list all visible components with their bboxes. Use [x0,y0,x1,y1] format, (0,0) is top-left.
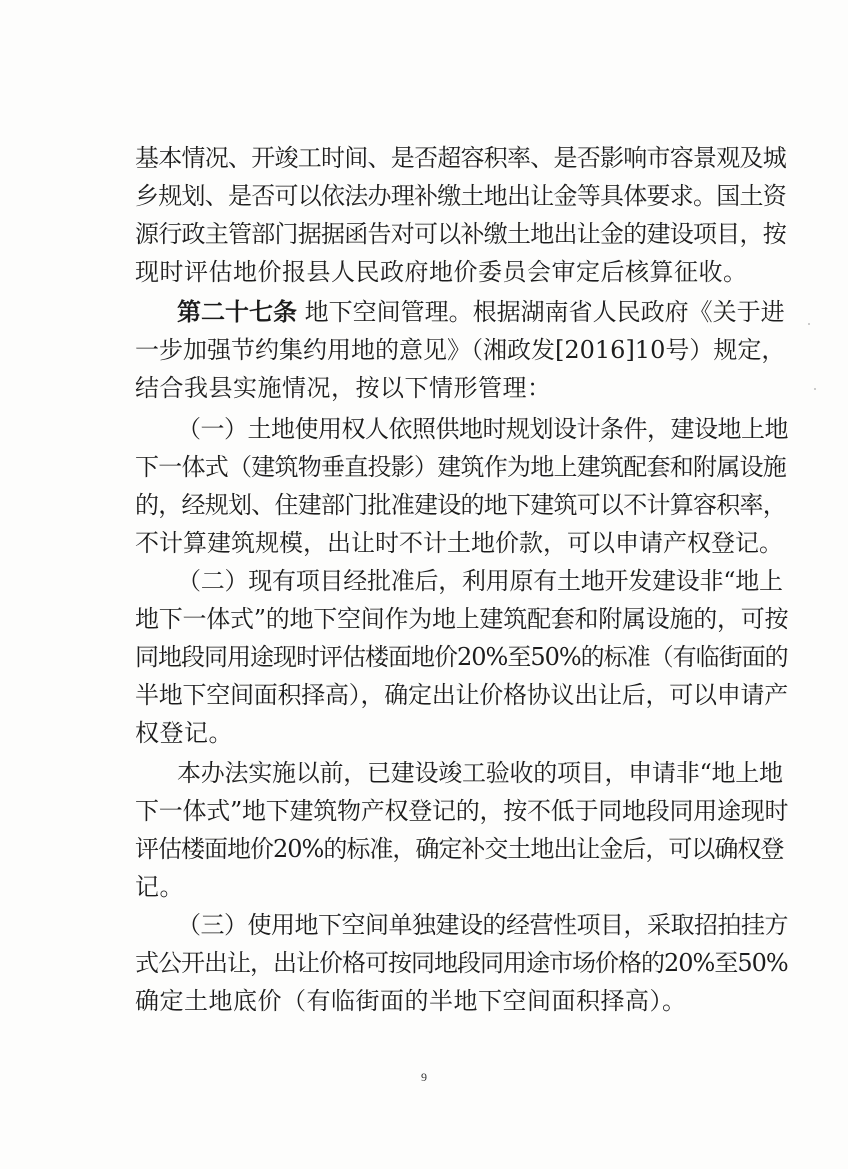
text-run: 地下一体式”的地下空间作为地上建筑配套和附属设施的，可按 [135,605,789,633]
text-run: 结合我县实施情况，按以下情形管理： [135,374,552,402]
article-number: 第二十七条 [177,297,297,326]
text-line [135,872,184,902]
article-heading-line [177,297,785,327]
text-line [135,373,552,403]
text-run: 同地段同用途现时评估楼面地价20%至50%的标准（有临街面的 [135,643,788,671]
text-line [135,452,786,482]
text-line [177,758,783,788]
text-line [135,490,786,520]
text-line [135,948,788,978]
text-run: （一）土地使用权人依照供地时规划设计条件，建设地上地 [177,415,788,443]
text-run: 乡规划、是否可以依法办理补缴土地出让金等具体要求。国土资 [135,182,786,210]
text-line [135,181,786,211]
text-run: （二）现有项目经批准后，利用原有土地开发建设非“地上 [177,567,783,595]
text-run: 下一体式”地下建筑物产权登记的，按不低于同地段同用途现时 [135,797,789,825]
text-run: 本办法实施以前，已建设竣工验收的项目，申请非“地上地 [177,759,783,787]
text-run: 一步加强节约集约用地的意见》（湘政发[2016]10号）规定， [135,336,786,364]
text-run: 现时评估地价报县人民政府地价委员会审定后核算征收。 [135,258,748,286]
text-run: 的，经规划、住建部门批准建设的地下建筑可以不计算容积率， [135,491,786,519]
text-line [135,528,783,558]
text-run: 权登记。 [135,719,233,747]
text-line [135,257,748,287]
text-run: 源行政主管部门据据函告对可以补缴土地出让金的建设项目，按 [135,220,786,248]
text-run: 地下空间管理。根据湖南省人民政府《关于进 [297,298,785,326]
text-line [135,680,788,710]
text-run: 基本情况、开竣工时间、是否超容积率、是否影响市容景观及城 [135,144,786,172]
text-line [135,219,786,249]
text-run: 确定土地底价（有临街面的半地下空间面积择高）。 [135,987,687,1015]
text-line [177,910,788,940]
text-line [135,604,788,634]
text-run: 不计算建筑规模，出让时不计土地价款，可以申请产权登记。 [135,529,783,557]
page-number: 9 [421,1070,427,1084]
text-line [135,718,233,748]
text-line [135,986,687,1016]
text-line [135,642,788,672]
text-line [177,414,788,444]
text-line [177,566,783,596]
text-line [135,834,783,864]
scan-speck [814,388,816,390]
text-line [135,796,788,826]
scan-speck [808,323,810,325]
text-line [135,143,786,173]
text-line [135,335,785,365]
text-run: 式公开出让，出让价格可按同地段同用途市场价格的20%至50% [135,949,788,977]
text-run: 评估楼面地价20%的标准，确定补交土地出让金后，可以确权登 [135,835,784,863]
text-run: （三）使用地下空间单独建设的经营性项目，采取招拍挂方 [177,911,788,939]
text-run: 下一体式（建筑物垂直投影）建筑作为地上建筑配套和附属设施 [135,453,786,481]
text-run: 记。 [135,873,184,901]
text-run: 半地下空间面积择高），确定出让价格协议出让后，可以申请产 [135,681,788,709]
